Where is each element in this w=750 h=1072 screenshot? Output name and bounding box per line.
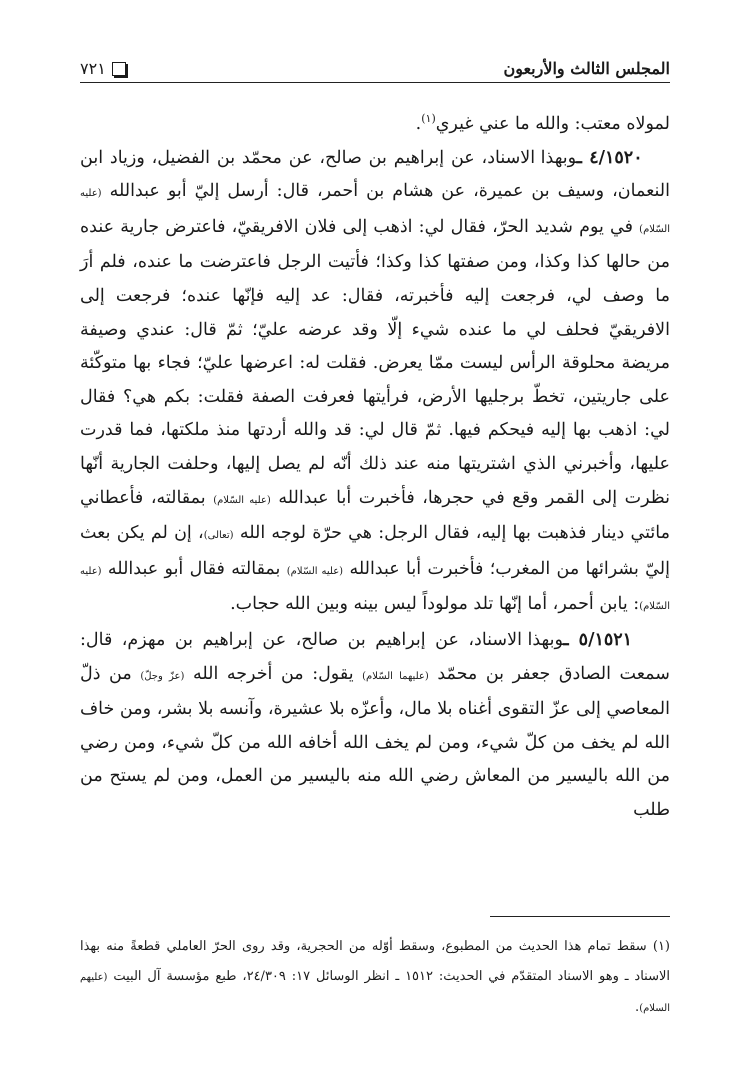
hadith-text: ، إن لم يكن بعث إليّ بشرائها من المغرب؛ فأخبرت أبا عبدالله <box>80 523 670 579</box>
footnote-divider <box>490 916 670 917</box>
hadith-1520 <box>80 142 670 624</box>
hadith-number: ٤/١٥٢٠ ـ <box>576 147 643 168</box>
honorific: (عليه السّلام) <box>80 565 670 613</box>
honorific: (تعالى) <box>203 530 234 542</box>
running-title: المجلس الثالث والأربعون <box>503 59 670 78</box>
honorific: (عليه السّلام) <box>213 494 271 506</box>
page-header <box>80 50 670 83</box>
honorific: (عزّ وجلّ) <box>140 670 185 682</box>
hadith-text: وبهذا الاسناد، عن إبراهيم بن صالح، عن محمّد بن الفضيل، وزياد ابن النعمان، وسيف بن عميرة، عن هشام بن أحمر، قال: أرسل إليّ أبو عبدالله <box>80 147 670 202</box>
box-ornament-icon <box>112 62 126 76</box>
honorific: (عليه السّلام) <box>80 188 670 235</box>
footnote-ref-1: (١) <box>421 112 436 126</box>
hadith-1521 <box>80 624 670 828</box>
hadith-text: من ذلّ المعاصي إلى عزّ التقوى أغناه بلا مال، وأعزّه بلا عشيرة، وآنسه بلا بشر، ومن خاف الله لم يخف من كلّ شيء، ومن لم يخف الله أخافه الله من كلّ شيء، ومن رضي من الله باليسير من المعاش رضي الله منه باليسير من العمل، ومن لم يستح من طلب <box>80 663 670 820</box>
footnotes <box>80 932 670 1024</box>
footnote-1 <box>80 932 670 1024</box>
honorific: (عليهما السّلام) <box>362 670 429 682</box>
footnote-text: (١) سقط تمام هذا الحديث من المطبوع، وسقط أوّله من الحجرية، وقد روى الحرّ العاملي قطعةً منه بهذا الاسناد ـ وهو الاسناد المتقدّم في الحديث: ١٥١٢ ـ انظر الوسائل ١٧: ٢٤/٣٠٩، طبع مؤسسة آل البيت <box>80 939 671 984</box>
footnote-end: . <box>635 1000 640 1015</box>
hadith-text: : يابن أحمر، أما إنّها تلد مولوداً ليس بينه وبين الله حجاب. <box>230 594 640 615</box>
page-number: ٧٢١ <box>80 59 106 78</box>
hadith-text: بمقالته، فأعطاني مائتي دينار فذهبت بها إليه، فقال الرجل: هي حرّة لوجه الله <box>80 487 670 544</box>
continuation-text: لمولاه معتب: والله ما عني غيري <box>435 114 670 134</box>
hadith-text: بمقالته فقال أبو عبدالله <box>107 558 281 579</box>
hadith-text: يقول: من أخرجه الله <box>192 663 354 684</box>
hadith-text: وبهذا الاسناد، عن إبراهيم بن صالح، عن إبراهيم بن مهزم، قال: سمعت الصادق جعفر بن محمّد <box>80 629 670 684</box>
page-number-group <box>80 59 126 78</box>
hadith-text: في يوم شديد الحرّ، فقال لي: اذهب إلى فلان الافريقيّ، فاعترض جارية عنده من حالها كذا وكذا، ومن صفتها كذا وكذا؛ فأتيت الرجل فاعترضت ما عنده، فلم أرَ ما وصف لي، فرجعت إليه فأخبرته، فقال: عد إليه فإنّها عنده؛ فرجعت إلى الافريقيّ فحلف لي ما عنده شيء إلّا وقد عرضه عليّ؛ ثمّ قال: عندي وصيفة مريضة محلوقة الرأس ليست ممّا يعرض. فقلت له: اعرضها عليّ؛ فجاء بها متوكّئة على جاريتين، تخطّ برجليها الأرض، فرأيتها فعرفت الصفة فقلت: بكم هي؟ فقال لي: اذهب بها إليه فيحكم فيها. ثمّ قال لي: قد والله أردتها منذ ملكتها، فما قدرت عليها، وأخبرني الذي اشتريتها منه عند ذلك أنّه لم يصل إليها، وحلفت الجارية أنّها نظرت إلى القمر وقع في حجرها، فأخبرت أبا عبدالله <box>80 216 670 508</box>
continuation-end: . <box>415 114 422 134</box>
continuation-paragraph <box>80 108 670 142</box>
honorific: (عليهم السلام) <box>80 972 670 1014</box>
hadith-number: ٥/١٥٢١ ـ <box>563 629 633 650</box>
book-page <box>80 0 670 1072</box>
honorific: (عليه السّلام) <box>286 565 344 577</box>
main-text <box>80 108 670 827</box>
